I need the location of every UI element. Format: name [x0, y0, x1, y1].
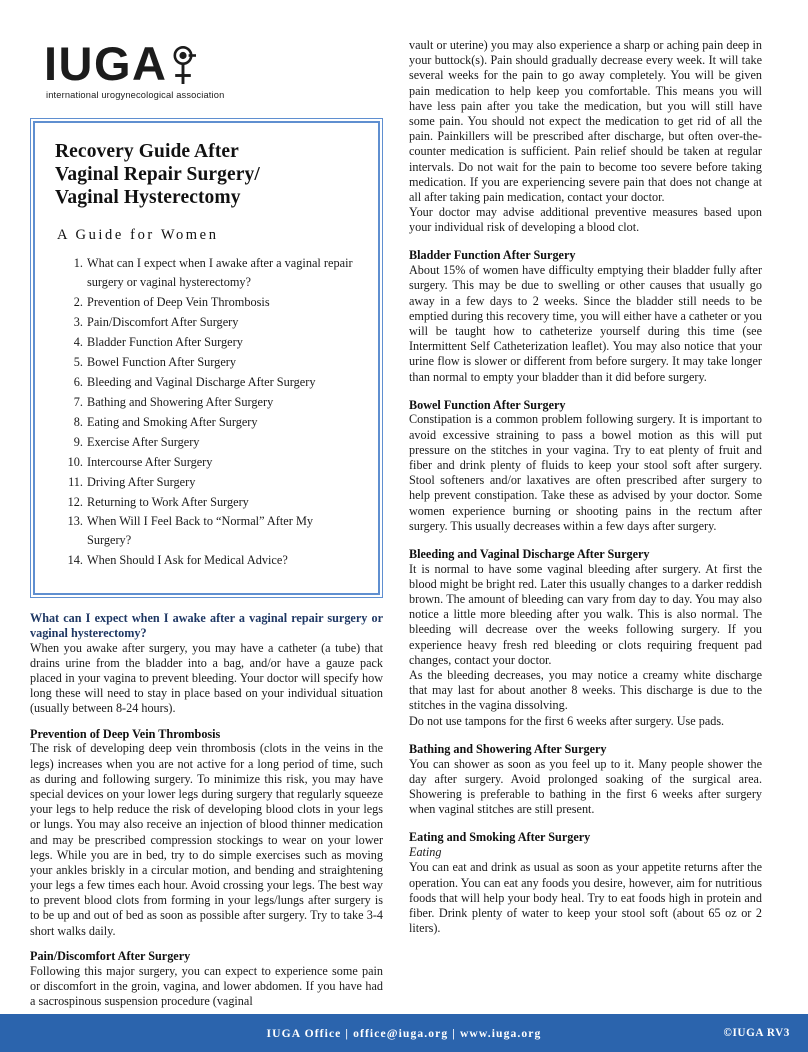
spacer — [409, 729, 762, 742]
toc-item[interactable]: What can I expect when I awake after a vaginal repair surgery or vaginal hysterectomy? — [87, 256, 353, 290]
section-body-dvt: The risk of developing deep vein thrombosis (clots in the veins in the legs) increases when you are not active for a long period of time, such as during and following surgery. To minimize this risk, you may have special devices on your lower legs during surgery that regularly squeeze your legs to help reduce the risk of developing blood clots in your legs or lungs. You may also receive an injection of blood thinner medication and may be prescribed compression stockings to wear on your lower legs. While you are in bed, try to do simple exercises such as moving your ankles briskly in a circular motion, and bending and straightening your legs a few times each hour. Avoid crossing your legs. The best way to prevent blood clots from forming in your legs/lungs after surgery is to be up and out of bed as soon as possible after surgery. Try to take 3-4 short walks daily. — [30, 741, 383, 938]
toc-item[interactable]: Bowel Function After Surgery — [87, 355, 237, 370]
toc-item[interactable]: When Should I Ask for Medical Advice? — [87, 553, 288, 568]
logo-row — [44, 37, 259, 90]
section-body-pain-para2: Your doctor may advise additional preventive measures based upon your individual risk of developing a blood clot. — [409, 205, 762, 235]
toc-item[interactable]: When Will I Feel Back to “Normal” After My Surgery? — [87, 514, 314, 548]
footer-contact: IUGA Office | office@iuga.org | www.iuga.org — [266, 1026, 542, 1040]
toc-item[interactable]: Bathing and Showering After Surgery — [87, 394, 274, 409]
section-body-bleeding-para2: As the bleeding decreases, you may notice a creamy white discharge that may last for about another 8 weeks. This discharge is due to the stitches in the vagina dissolving. — [409, 668, 762, 713]
section-body-pain-continued: vault or uterine) you may also experience a sharp or aching pain deep in your buttock(s). Pain should gradually decrease every week. It will take several weeks for the pain to go away completely. You will be given pain medication to help keep you comfortable. This means you will have less pain after you take the medication, but you will still have some pain. You should not expect the medication to get rid of all the pain. Painkillers will be prescribed after discharge, but often over-the-counter medication is sufficient. Pain relief should be taken at regular intervals. Do not wait for the pain to become too severe before taking medication. If you are experiencing severe pain that does not change at all after taking pain medication, contact your doctor. — [409, 38, 762, 204]
footer-copyright: ©IUGA RV3 — [723, 1027, 790, 1039]
section-heading-bladder: Bladder Function After Surgery — [409, 248, 576, 263]
section-heading-awake: What can I expect when I awake after a vaginal repair surgery or vaginal hysterectomy? — [30, 611, 383, 640]
section-body-awake: When you awake after surgery, you may have a catheter (a tube) that drains urine from the bladder into a bag, and/or have a gauze pack placed in your vagina to prevent bleeding. Your doctor will specify how long these will need to stay in place based on your individual situation (usually between 8-24 hours). — [30, 640, 383, 716]
document-subtitle: A Guide for Women — [57, 227, 219, 244]
spacer — [409, 385, 762, 398]
toc-item[interactable]: Prevention of Deep Vein Thrombosis — [87, 295, 270, 310]
title-box — [30, 118, 383, 598]
logo-wordmark: IUGA — [44, 37, 168, 90]
toc-item[interactable]: Pain/Discomfort After Surgery — [87, 315, 239, 330]
title-line-2: Vaginal Repair Surgery/ — [55, 163, 260, 185]
logo-tagline: international urogynecological association — [46, 90, 225, 100]
section-body-eating: You can eat and drink as usual as soon as your appetite returns after the operation. You can eat any foods you desire, however, aim for nutritious foods that will help your body heal. Try to eat foods high in protein and fiber. Drink plenty of water to keep your stool soft (about 65 oz or 2 liters). — [409, 860, 762, 936]
section-heading-bowel: Bowel Function After Surgery — [409, 397, 566, 412]
spacer — [30, 939, 383, 949]
title-line-3: Vaginal Hysterectomy — [55, 186, 241, 208]
section-body-bowel: Constipation is a common problem following surgery. It is important to avoid excessive straining to pass a bowel motion as this will put pressure on the stitches in your vagina. Try to eat plenty of fruit and fiber and drink plenty of fluids to keep your stool soft after surgery. Stool softeners and/or laxatives are often prescribed after surgery to help prevent constipation. Take these as advised by your doctor. Some women experience burning or shooting pains in the rectum after surgery. This usually decreases within a few days after surgery. — [409, 412, 762, 533]
title-box-inner — [33, 121, 380, 595]
section-heading-bathing: Bathing and Showering After Surgery — [409, 741, 607, 756]
spacer — [30, 598, 383, 611]
title-line-1: Recovery Guide After — [55, 141, 239, 162]
two-column-layout — [30, 24, 778, 1014]
toc-item[interactable]: Bladder Function After Surgery — [87, 335, 243, 350]
section-heading-bleeding: Bleeding and Vaginal Discharge After Surgery — [409, 546, 650, 561]
table-of-contents — [55, 254, 358, 570]
right-column — [409, 24, 762, 1014]
section-heading-eating: Eating and Smoking After Surgery — [409, 830, 591, 845]
spacer — [409, 235, 762, 248]
section-heading-dvt: Prevention of Deep Vein Thrombosis — [30, 726, 221, 741]
section-body-bladder: About 15% of women have difficulty emptying their bladder fully after surgery. This may be due to swelling or other causes that usually go away in a few days to 2 weeks. Since the bladder still needs to be emptied during this recovery time, you will either have a catheter or you will be taught how to catheterize yourself during this time (see Intermittent Self Catheterization leaflet). You may also notice that your urine flow is slower or different from before surgery. It may take longer than normal to empty your bladder than it did before surgery. — [409, 263, 762, 384]
page-footer — [0, 1014, 808, 1052]
section-body-bleeding-para3: Do not use tampons for the first 6 weeks after surgery. Use pads. — [409, 713, 725, 728]
toc-item[interactable]: Exercise After Surgery — [87, 434, 200, 449]
left-column — [30, 24, 383, 1014]
iuga-logo — [44, 37, 259, 100]
toc-item[interactable]: Driving After Surgery — [87, 474, 196, 489]
section-heading-pain: Pain/Discomfort After Surgery — [30, 948, 191, 963]
page-title — [55, 141, 358, 209]
venus-symbol-icon — [169, 43, 197, 92]
section-body-bleeding-para1: It is normal to have some vaginal bleeding after surgery. At first the blood might be bright red. Later this usually changes to a darker reddish brown. The amount of bleeding can vary from day to day. You may also notice a little more bleeding after you walk. This is also normal. The bleeding will decrease over the weeks following surgery. If you experience heavy fresh red bleeding or clots requiring frequent pad changes, contact your doctor. — [409, 561, 762, 667]
spacer — [409, 817, 762, 830]
section-body-pain: Following this major surgery, you can expect to experience some pain or discomfort in the groin, vagina, and lower abdomen. If you have had a sacrospinous suspension procedure (vaginal — [30, 963, 383, 1008]
toc-item[interactable]: Eating and Smoking After Surgery — [87, 414, 258, 429]
toc-item[interactable]: Returning to Work After Surgery — [87, 494, 249, 509]
toc-item[interactable]: Bleeding and Vaginal Discharge After Surgery — [87, 374, 316, 389]
toc-item[interactable]: Intercourse After Surgery — [87, 454, 213, 469]
section-body-bathing: You can shower as soon as you feel up to it. Many people shower the day after surgery. Avoid prolonged soaking of the surgical area. Showering is preferable to bathing in the first 6 weeks after surgery when vaginal stitches are still present. — [409, 756, 762, 817]
subsection-heading-eating: Eating — [409, 845, 442, 860]
spacer — [30, 717, 383, 727]
spacer — [409, 534, 762, 547]
